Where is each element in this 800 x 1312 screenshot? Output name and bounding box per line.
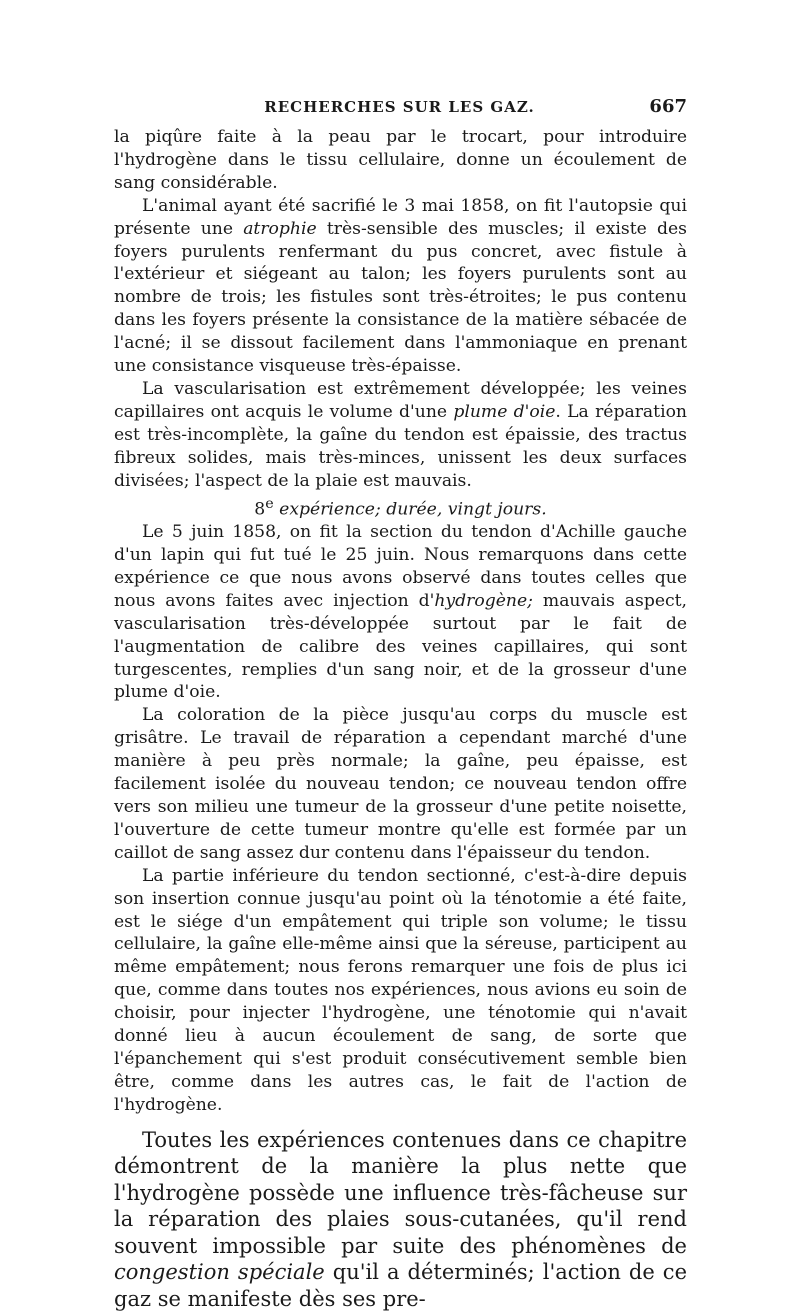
conclusion-emphasis: congestion spéciale <box>114 1260 325 1285</box>
paragraph-2 <box>114 195 687 378</box>
paragraph-3 <box>114 378 687 493</box>
paragraph-6: La partie inférieure du tendon sectionné, c'est-à-dire depuis son insertion connue jusqu'au point où la ténotomie a été faite, est le siége d'un empâtement qui triple son volume; le tissu cellulaire, la gaîne elle-même ainsi que la séreuse, participent au même empâtement; nous ferons remarquer une fois de plus ici que, comme dans toutes nos expériences, nous avions eu soin de choisir, pour injecter l'hydrogène, une ténotomie qui n'avait donné lieu à aucun écoulement de sang, de sorte que l'épanchement qui s'est produit consécutivement semble bien être, comme dans les autres cas, le fait de l'action de l'hydrogène. <box>114 865 687 1115</box>
conclusion-text-b: qu'il a déterminés; l'action de ce gaz se manifeste dès ses pre- <box>114 1260 687 1311</box>
conclusion-text-a: Toutes les expériences contenues dans ce chapitre démontrent de la manière la plus nette que l'hydrogène possède une influence très-fâcheuse sur la réparation des plaies sous-cutanées, qu'il rend souvent impossible par suite des phénomènes de <box>114 1127 687 1258</box>
section-subheading <box>114 493 687 522</box>
paragraph-2-emphasis: atrophie <box>243 218 317 239</box>
subheading-number: 8 <box>254 499 266 520</box>
paragraph-4 <box>114 521 687 704</box>
paragraph-3-emphasis: plume d'oie <box>453 401 556 422</box>
body-text <box>114 126 687 1312</box>
paragraph-1: la piqûre faite à la peau par le trocart, pour introduire l'hydrogène dans le tissu cellulaire, donne un écoulement de sang considérable. <box>114 127 687 193</box>
paragraph-2-text-b: très-sensible des muscles; il existe des foyers purulents renfermant du pus concret, avec fistule à l'extérieur et siégeant au talon; les foyers purulents sont au nombre de trois; les fistules sont très-étroites; le pus contenu dans les foyers présente la consistance de la matière sébacée de l'acné; il se dissout facilement dans l'ammoniaque en prenant une consistance visqueuse très-épaisse. <box>114 218 687 377</box>
conclusion-paragraph <box>114 1127 687 1312</box>
page-number: 667 <box>649 96 687 117</box>
paragraph-2-text-a: L'animal ayant été sacrifié le 3 mai 1858, on fit l'autopsie qui présente une <box>114 195 687 239</box>
subheading-text: expérience; durée, vingt jours. <box>273 499 547 520</box>
paragraph-4-emphasis: hydrogène; <box>434 590 533 611</box>
paragraph-4-text-a: Le 5 juin 1858, on fit la section du tendon d'Achille gauche d'un lapin qui fut tué le 25 juin. Nous remarquons dans cette expérience ce que nous avons observé dans toutes celles que nous avons faites avec injection d' <box>114 522 687 611</box>
paragraph-4-text-b: mauvais aspect, vascularisation très-développée surtout par le fait de l'augmentation de calibre des veines capillaires, qui sont turgescentes, remplies d'un sang noir, et de la grosseur d'une plume d'oie. <box>114 590 687 703</box>
page-header <box>112 96 687 120</box>
paragraph-5: La coloration de la pièce jusqu'au corps du muscle est grisâtre. Le travail de réparation a cependant marché d'une manière à peu près normale; la gaîne, peu épaisse, est facilement isolée du nouveau tendon; ce nouveau tendon offre vers son milieu une tumeur de la grosseur d'une petite noisette, l'ouverture de cette tumeur montre qu'elle est formée par un caillot de sang assez dur contenu dans l'épaisseur du tendon. <box>114 705 687 863</box>
paragraph-3-text-a: La vascularisation est extrêmement développée; les veines capillaires ont acquis le volume d'une <box>114 378 687 422</box>
running-head: RECHERCHES SUR LES GAZ. <box>264 98 535 116</box>
subheading-superscript: e <box>265 495 274 512</box>
paragraph-3-text-b: . La réparation est très-incomplète, la gaîne du tendon est épaissie, des tractus fibreux solides, mais très-minces, unissent les deux surfaces divisées; l'aspect de la plaie est mauvais. <box>114 401 687 491</box>
